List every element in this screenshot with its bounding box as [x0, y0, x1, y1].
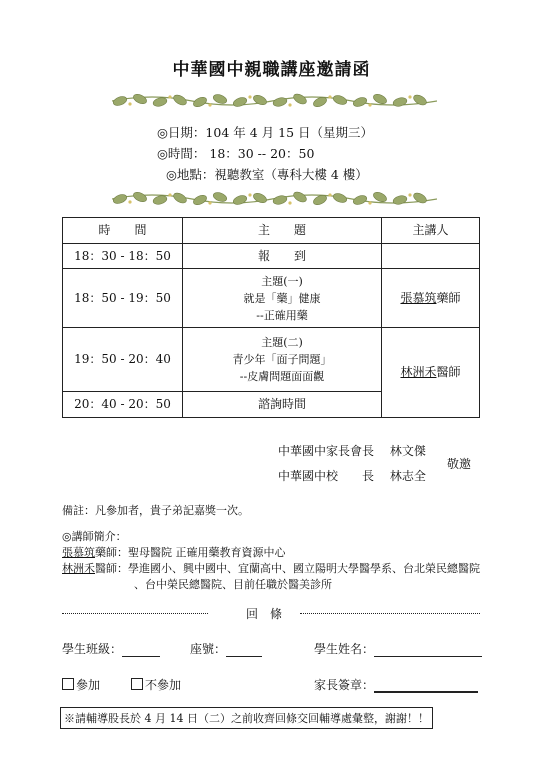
bio-2 — [62, 560, 480, 576]
attend-option[interactable] — [62, 676, 100, 693]
footer-note: ※請輔導股長於 4 月 14 日（二）之前收齊回條交回輔導處彙整，謝謝！！ — [60, 707, 433, 729]
bio-name: 張慕筑 — [62, 546, 95, 559]
signature-name: 林文傑 — [389, 444, 426, 458]
bio-name: 林洲禾 — [62, 562, 95, 575]
event-date: ◎日期：104 年 4 月 15 日（星期三） — [157, 125, 373, 140]
attend-checkbox[interactable] — [62, 678, 74, 690]
row-speaker — [382, 269, 480, 328]
event-time: ◎時間： 18：30 -- 20：50 — [157, 146, 315, 161]
seat-field — [190, 640, 262, 657]
signature-closing: 敬邀 — [447, 457, 472, 471]
leaf-border-ornament — [112, 189, 437, 209]
row-topic — [182, 244, 381, 269]
dotted-divider — [300, 613, 480, 614]
row-topic — [182, 269, 381, 328]
bio-text: 醫師：學進國小、興中國中、宜蘭高中、國立陽明大學醫學系、台北榮民總醫院 — [95, 562, 480, 575]
header-speaker: 主講人 — [382, 218, 480, 244]
row-topic — [182, 392, 381, 418]
not-attend-checkbox[interactable] — [131, 678, 143, 690]
table-row — [63, 244, 480, 269]
topic-line: --皮膚問題面面觀 — [239, 370, 325, 383]
seat-blank[interactable] — [226, 656, 262, 657]
topic-line: --正確用藥 — [256, 308, 308, 322]
not-attend-option[interactable] — [131, 676, 181, 693]
student-name-label: 學生姓名： — [314, 642, 375, 656]
page-title: 中華國中親職講座邀請函 — [172, 60, 371, 80]
table-row — [63, 269, 480, 328]
signature-org: 中華國中家長會長 — [278, 444, 375, 458]
row-time: 19：50 - 20：40 — [63, 328, 183, 392]
event-place: ◎地點：視聽教室（專科大樓 4 樓） — [166, 167, 368, 182]
speaker-title: 藥師 — [436, 290, 461, 305]
attend-label: 參加 — [76, 678, 101, 692]
topic-line: 諮詢時間 — [257, 397, 306, 411]
signature-name: 林志全 — [389, 469, 426, 483]
student-name-field — [314, 640, 482, 657]
row-time: 18：50 - 19：50 — [63, 269, 183, 328]
note-text: 備註：凡參加者，貴子弟記嘉獎一次。 — [62, 504, 249, 517]
table-header-row — [63, 218, 480, 244]
topic-line: 就是「藥」健康 — [243, 291, 321, 305]
parent-sign-blank[interactable] — [374, 691, 478, 693]
row-time: 20：40 - 20：50 — [63, 392, 183, 418]
table-row — [63, 328, 480, 392]
bio-text: 藥師：聖母醫院 正確用藥教育資源中心 — [95, 546, 286, 559]
speaker-title: 醫師 — [436, 365, 461, 379]
row-speaker — [382, 328, 480, 418]
seat-label: 座號： — [190, 642, 227, 656]
not-attend-label: 不參加 — [145, 678, 182, 692]
class-blank[interactable] — [122, 656, 160, 657]
bio-1 — [62, 544, 286, 560]
class-label: 學生班級： — [62, 642, 123, 656]
row-speaker — [382, 244, 480, 269]
class-field — [62, 640, 160, 657]
topic-line: 青少年「面子問題」 — [232, 353, 332, 366]
student-name-blank[interactable] — [374, 656, 482, 657]
reply-slip-label: 回 條 — [246, 607, 283, 621]
parent-sign-label: 家長簽章： — [314, 678, 375, 692]
dotted-divider — [62, 613, 208, 614]
topic-line: 主題(一) — [261, 274, 303, 288]
row-topic — [182, 328, 381, 392]
leaf-border-ornament — [112, 91, 437, 111]
row-time: 18：30 - 18：50 — [63, 244, 183, 269]
schedule-table — [62, 217, 480, 418]
bio-2-continued: 、台中榮民總醫院、目前任職於醫美診所 — [134, 578, 332, 591]
bios-heading: ◎講師簡介： — [62, 530, 127, 543]
signature-line-2 — [278, 467, 426, 484]
signature-org: 中華國中校 長 — [278, 469, 375, 483]
speaker-name: 林洲禾 — [400, 365, 437, 379]
header-time: 時 間 — [63, 218, 183, 244]
header-topic: 主 題 — [182, 218, 381, 244]
topic-line: 報 到 — [257, 248, 306, 263]
speaker-name: 張慕筑 — [400, 290, 437, 305]
signature-line-1 — [278, 442, 426, 459]
parent-sign-field — [314, 676, 478, 693]
topic-line: 主題(二) — [261, 336, 303, 349]
